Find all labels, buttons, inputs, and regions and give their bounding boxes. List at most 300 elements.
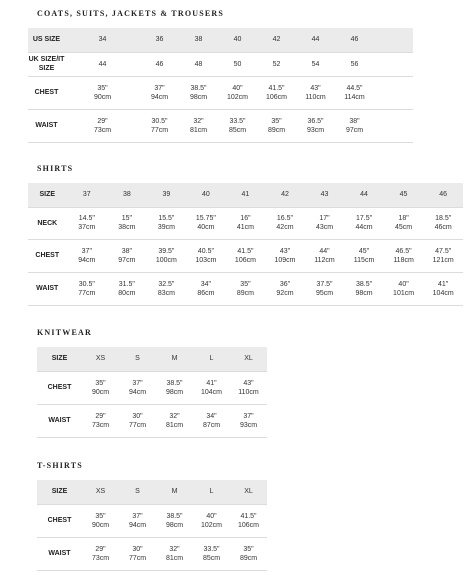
cell-value: 18.5": [435, 215, 452, 222]
size-cell: [119, 347, 156, 371]
cell-value-metric: 85cm: [228, 126, 247, 134]
size-cell: [296, 109, 335, 142]
cell-value: XS: [95, 355, 106, 363]
cell-value-metric: 98cm: [165, 521, 184, 529]
size-cell: [423, 207, 463, 239]
cell-value: 46.5": [395, 247, 412, 255]
cell-value: 44: [360, 191, 368, 199]
size-cell: [186, 207, 226, 239]
cell-value-metric: 87cm: [202, 421, 221, 429]
cell-value: 16": [240, 215, 251, 222]
size-cell: [305, 183, 345, 207]
size-cell: [147, 183, 187, 207]
size-table-coats: [28, 28, 413, 143]
size-cell: [230, 504, 267, 537]
size-cell: [156, 504, 193, 537]
row-label-text: SIZE: [51, 488, 68, 496]
size-cell: [265, 183, 305, 207]
size-cell: [296, 28, 335, 52]
cell-value: 44: [311, 36, 320, 44]
size-table-knitwear: [37, 347, 267, 438]
size-cell: [82, 537, 119, 570]
size-cell: [82, 504, 119, 537]
size-cell: [82, 371, 119, 404]
cell-value: 37": [132, 512, 143, 520]
cell-value: 35": [271, 117, 282, 125]
table-row: [28, 207, 463, 239]
cell-value: 40": [232, 84, 243, 92]
cell-value: 39: [162, 191, 171, 199]
size-cell: [226, 272, 266, 305]
cell-value: 41": [206, 379, 217, 387]
cell-value-metric: 89cm: [267, 126, 286, 134]
cell-value-metric: 43cm: [315, 224, 334, 231]
size-cell: [119, 537, 156, 570]
row-label: [37, 504, 82, 537]
size-cell: [107, 239, 147, 272]
cell-value: 29": [97, 117, 108, 125]
size-cell: [218, 28, 257, 52]
size-cell: [226, 183, 266, 207]
cell-value: 44.5": [346, 84, 363, 92]
cell-value: 33.5": [229, 117, 246, 125]
size-cell: [140, 109, 179, 142]
cell-value: 30.5": [78, 280, 95, 288]
size-cell: [65, 76, 140, 109]
size-cell: [423, 239, 463, 272]
cell-value: 44: [98, 60, 107, 68]
cell-value-metric: 110cm: [238, 388, 259, 396]
size-cell: [140, 52, 179, 76]
cell-value: S: [135, 355, 140, 363]
size-table-tshirts: [37, 480, 267, 571]
size-cell: [67, 272, 108, 305]
cell-value: 29": [95, 412, 106, 420]
cell-value: M: [171, 355, 178, 363]
size-cell: [344, 183, 384, 207]
size-cell: [156, 371, 193, 404]
size-cell: [257, 109, 296, 142]
table-row: [37, 480, 267, 504]
size-cell: [344, 239, 384, 272]
row-label-text: WAIST: [36, 285, 59, 292]
cell-value-metric: 115cm: [353, 256, 375, 264]
cell-value-metric: 81cm: [165, 554, 184, 562]
size-cell: [265, 207, 305, 239]
cell-value: 37.5": [316, 280, 333, 288]
cell-value: 45: [399, 191, 408, 199]
row-label-text: CHEST: [34, 89, 59, 96]
size-cell: [186, 183, 226, 207]
size-cell: [67, 239, 108, 272]
cell-value-metric: 73cm: [91, 554, 110, 562]
size-cell: [305, 239, 345, 272]
size-cell: [147, 272, 187, 305]
size-cell: [193, 347, 230, 371]
size-cell: [230, 371, 267, 404]
size-cell: [107, 272, 147, 305]
size-cell: [226, 239, 266, 272]
cell-value: 35": [95, 512, 106, 520]
size-cell: [423, 183, 463, 207]
row-label-text: WAIST: [48, 550, 71, 557]
cell-value: 30": [132, 412, 143, 420]
cell-value: 45": [358, 247, 370, 255]
row-label: [37, 371, 82, 404]
row-label-text: CHEST: [35, 252, 60, 259]
table-row: [37, 371, 267, 404]
row-label-text: US SIZE: [32, 36, 61, 44]
cell-value: 44": [319, 247, 330, 255]
size-cell: [67, 183, 108, 207]
size-cell: [65, 109, 140, 142]
cell-value-metric: 102cm: [200, 521, 222, 529]
cell-value: 38.5": [355, 280, 373, 288]
size-cell: [335, 28, 374, 52]
size-cell: [384, 272, 424, 305]
cell-value: 37": [81, 247, 92, 255]
cell-value: 36.5": [307, 117, 324, 125]
size-cell: [193, 480, 230, 504]
row-label: [28, 207, 67, 239]
cell-value: 38: [122, 191, 131, 199]
size-cell: [257, 76, 296, 109]
cell-value: 41": [438, 280, 449, 288]
table-row: [37, 537, 267, 570]
row-label: [37, 480, 82, 504]
table-row: [28, 272, 463, 305]
size-cell: [226, 207, 266, 239]
cell-value: 37": [132, 379, 143, 387]
cell-value-metric: 80cm: [118, 289, 136, 297]
cell-value: 38": [349, 117, 360, 125]
cell-value-metric: 40cm: [197, 224, 215, 231]
cell-value-metric: 90cm: [91, 521, 110, 529]
table-row: [37, 404, 267, 437]
cell-value: M: [171, 488, 178, 496]
size-cell: [147, 239, 187, 272]
cell-value-metric: 86cm: [197, 289, 215, 297]
cell-value-metric: 90cm: [93, 93, 112, 101]
cell-value-metric: 102cm: [226, 93, 248, 101]
cell-value: 38.5": [190, 84, 207, 92]
cell-value-metric: 92cm: [276, 289, 294, 297]
row-label: [28, 109, 65, 142]
cell-value: 37: [82, 191, 91, 199]
size-cell: [335, 52, 374, 76]
section-title-knitwear: KNITWEAR: [37, 328, 92, 337]
cell-value: 35": [240, 280, 251, 288]
size-cell: [156, 347, 193, 371]
cell-value: 38": [121, 247, 132, 255]
size-cell: [179, 76, 218, 109]
cell-value-metric: 45cm: [395, 224, 413, 231]
cell-value-metric: 114cm: [344, 93, 365, 101]
cell-value: 14.5": [78, 215, 95, 222]
size-cell: [344, 207, 384, 239]
cell-value-metric: 77cm: [150, 126, 169, 134]
cell-value: 32": [169, 545, 180, 553]
cell-value-metric: 93cm: [239, 421, 258, 429]
table-row: [28, 76, 413, 109]
row-label-text: NECK: [37, 219, 58, 227]
cell-value-metric: 85cm: [202, 554, 221, 562]
cell-value: 34: [98, 36, 107, 44]
cell-value-metric: 73cm: [93, 126, 112, 134]
cell-value-metric: 41cm: [236, 224, 254, 231]
size-cell: [230, 347, 267, 371]
cell-value-metric: 110cm: [305, 93, 326, 101]
cell-value: 50: [233, 60, 242, 68]
cell-value: L: [209, 488, 214, 496]
cell-value: 46: [350, 36, 359, 44]
cell-value: 38.5": [166, 512, 183, 520]
cell-value: 15.5": [158, 215, 175, 222]
size-cell: [119, 504, 156, 537]
cell-value-metric: 112cm: [314, 256, 335, 264]
cell-value: 35": [97, 84, 108, 92]
cell-value: 17": [319, 215, 330, 222]
cell-value-metric: 97cm: [345, 126, 364, 134]
cell-value: L: [209, 355, 214, 363]
table-row: [37, 347, 267, 371]
cell-value: 40: [233, 36, 242, 44]
size-cell: [65, 28, 140, 52]
size-cell: [230, 404, 267, 437]
row-label: [28, 272, 67, 305]
cell-value-metric: 101cm: [393, 289, 415, 297]
row-label: [28, 28, 65, 52]
cell-value-metric: 37cm: [78, 224, 96, 231]
cell-value: 32.5": [158, 280, 175, 288]
cell-value-metric: 106cm: [234, 256, 256, 264]
cell-value: 30": [132, 545, 143, 553]
cell-value-metric: 98cm: [355, 289, 373, 297]
cell-value: 39.5": [158, 247, 175, 255]
cell-value-metric: 106cm: [237, 521, 259, 529]
row-label: [37, 404, 82, 437]
cell-value: XL: [244, 488, 253, 496]
cell-value: 42: [281, 191, 289, 199]
size-cell: [193, 537, 230, 570]
cell-value: 16.5": [276, 215, 294, 222]
cell-value-metric: 89cm: [239, 554, 258, 562]
size-cell: [147, 207, 187, 239]
cell-value-metric: 73cm: [91, 421, 110, 429]
cell-value: 42: [272, 36, 281, 44]
cell-value-metric: 83cm: [157, 289, 175, 297]
size-cell: [265, 272, 305, 305]
size-cell: [384, 183, 424, 207]
cell-value: 43: [320, 191, 329, 199]
cell-value: 41.5": [268, 84, 285, 92]
cell-value-metric: 118cm: [393, 256, 414, 264]
spacer-cell: [374, 76, 413, 109]
cell-value: 46: [439, 191, 448, 199]
spacer-cell: [374, 109, 413, 142]
cell-value: 40: [202, 191, 210, 199]
size-cell: [186, 239, 226, 272]
cell-value: 32": [169, 412, 180, 420]
cell-value: 35": [95, 379, 106, 387]
cell-value-metric: 94cm: [78, 256, 96, 264]
cell-value-metric: 77cm: [78, 289, 96, 297]
size-cell: [218, 52, 257, 76]
size-cell: [305, 272, 345, 305]
row-label-text: SIZE: [39, 191, 56, 199]
cell-value: 34": [206, 412, 217, 420]
size-cell: [186, 272, 226, 305]
size-cell: [335, 76, 374, 109]
size-cell: [107, 207, 147, 239]
cell-value-metric: 95cm: [315, 289, 334, 297]
cell-value-metric: 89cm: [236, 289, 254, 297]
size-cell: [218, 109, 257, 142]
row-label-text: SIZE: [51, 355, 68, 363]
cell-value-metric: 104cm: [432, 289, 454, 297]
size-cell: [119, 480, 156, 504]
size-cell: [384, 207, 424, 239]
cell-value-metric: 81cm: [165, 421, 184, 429]
size-cell: [193, 404, 230, 437]
cell-value: 41.5": [240, 512, 257, 520]
cell-value-metric: 106cm: [265, 93, 287, 101]
cell-value: 40.5": [197, 247, 214, 255]
size-cell: [119, 371, 156, 404]
size-cell: [335, 109, 374, 142]
cell-value: 43": [279, 247, 291, 255]
cell-value: 38: [194, 36, 203, 44]
table-row: [37, 504, 267, 537]
cell-value-metric: 38cm: [118, 224, 136, 231]
section-title-coats: COATS, SUITS, JACKETS & TROUSERS: [37, 9, 225, 18]
cell-value-metric: 121cm: [432, 256, 454, 264]
cell-value: 17.5": [355, 215, 373, 222]
row-label: [28, 239, 67, 272]
row-label-text: UK SIZE/IT SIZE: [28, 56, 65, 72]
size-cell: [156, 404, 193, 437]
size-cell: [218, 76, 257, 109]
size-cell: [230, 480, 267, 504]
row-label-text: WAIST: [35, 122, 58, 129]
spacer-cell: [374, 28, 413, 52]
row-label-text: CHEST: [47, 517, 72, 524]
cell-value: 36: [155, 36, 164, 44]
cell-value-metric: 104cm: [200, 388, 222, 396]
cell-value-metric: 98cm: [189, 93, 208, 101]
row-label: [37, 537, 82, 570]
table-row: [28, 28, 413, 52]
cell-value-metric: 90cm: [91, 388, 110, 396]
cell-value-metric: 39cm: [157, 224, 175, 231]
size-cell: [156, 537, 193, 570]
size-cell: [82, 480, 119, 504]
size-cell: [67, 207, 108, 239]
size-cell: [156, 480, 193, 504]
size-cell: [82, 404, 119, 437]
cell-value-metric: 97cm: [118, 256, 136, 264]
cell-value: 43": [243, 379, 254, 387]
cell-value: 33.5": [203, 545, 220, 553]
size-cell: [193, 371, 230, 404]
size-cell: [344, 272, 384, 305]
cell-value: 52: [272, 60, 281, 68]
size-cell: [384, 239, 424, 272]
cell-value: XS: [95, 488, 106, 496]
cell-value: 41: [241, 191, 250, 199]
cell-value-metric: 81cm: [189, 126, 208, 134]
cell-value-metric: 100cm: [155, 256, 177, 264]
cell-value: 40": [398, 280, 409, 288]
size-cell: [82, 347, 119, 371]
cell-value: 56: [350, 60, 359, 68]
cell-value: 48: [194, 60, 203, 68]
cell-value: 15.75": [195, 215, 216, 222]
size-cell: [257, 52, 296, 76]
cell-value-metric: 77cm: [128, 421, 147, 429]
size-cell: [140, 28, 179, 52]
cell-value: 38.5": [166, 379, 183, 387]
size-cell: [179, 109, 218, 142]
table-row: [28, 109, 413, 142]
size-cell: [423, 272, 463, 305]
cell-value-metric: 93cm: [306, 126, 325, 134]
cell-value-metric: 94cm: [128, 388, 147, 396]
size-cell: [257, 28, 296, 52]
cell-value: 18": [398, 215, 409, 222]
cell-value: 41.5": [237, 247, 254, 255]
cell-value: S: [135, 488, 140, 496]
spacer-cell: [374, 52, 413, 76]
size-cell: [107, 183, 147, 207]
size-cell: [65, 52, 140, 76]
cell-value: 35": [243, 545, 254, 553]
cell-value: 34": [200, 280, 212, 288]
section-title-shirts: SHIRTS: [37, 164, 74, 173]
cell-value: 47.5": [435, 247, 452, 255]
cell-value-metric: 98cm: [165, 388, 184, 396]
cell-value: 15": [121, 215, 132, 222]
cell-value: 37": [154, 84, 165, 92]
size-cell: [296, 52, 335, 76]
cell-value: 40": [206, 512, 217, 520]
size-table-shirts: [28, 183, 463, 306]
row-label-text: WAIST: [48, 417, 71, 424]
cell-value: XL: [244, 355, 253, 363]
row-label: [37, 347, 82, 371]
cell-value: 29": [95, 545, 106, 553]
cell-value: 36": [279, 280, 291, 288]
cell-value: 32": [193, 117, 204, 125]
cell-value: 43": [310, 84, 321, 92]
section-title-tshirts: T-SHIRTS: [37, 461, 83, 470]
row-label-text: CHEST: [47, 384, 72, 391]
size-cell: [179, 28, 218, 52]
cell-value-metric: 103cm: [195, 256, 217, 264]
size-cell: [119, 404, 156, 437]
cell-value: 46: [155, 60, 164, 68]
cell-value-metric: 94cm: [128, 521, 147, 529]
size-cell: [140, 76, 179, 109]
cell-value-metric: 46cm: [434, 224, 452, 231]
table-row: [28, 183, 463, 207]
size-cell: [265, 239, 305, 272]
table-row: [28, 239, 463, 272]
cell-value: 54: [311, 60, 320, 68]
table-row: [28, 52, 413, 76]
size-cell: [296, 76, 335, 109]
cell-value-metric: 94cm: [150, 93, 169, 101]
